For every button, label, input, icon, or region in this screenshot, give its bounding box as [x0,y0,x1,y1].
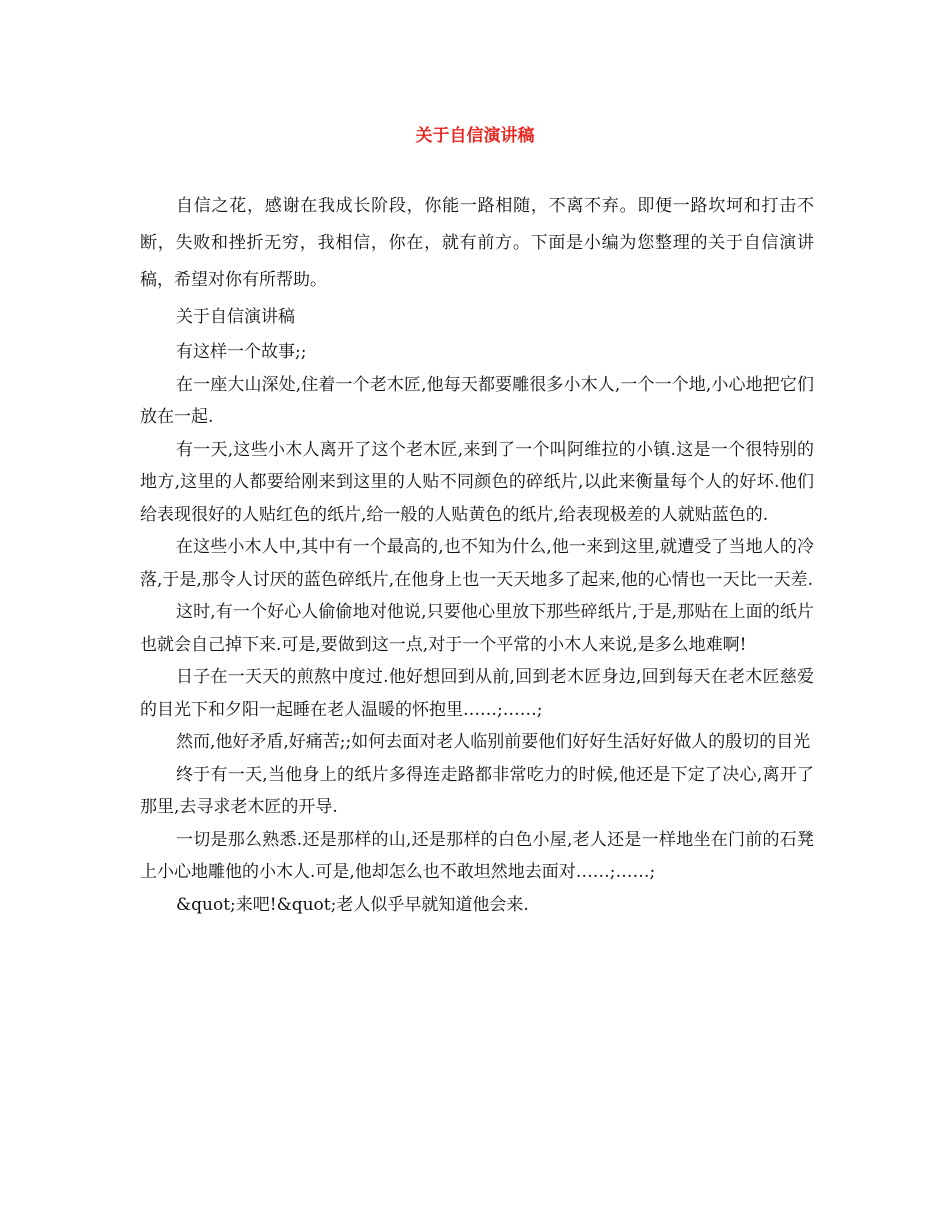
intro-paragraph: 自信之花，感谢在我成长阶段，你能一路相随，不离不弃。即便一路坎坷和打击不断，失败和挫折无穷，我相信，你在，就有前方。下面是小编为您整理的关于自信演讲稿，希望对你有所帮助。 [140,196,814,290]
document-body [140,188,814,921]
section-heading: 关于自信演讲稿 [176,307,295,327]
story-paragraph: &quot;来吧!&quot;老人似乎早就知道他会来. [176,894,529,915]
story-paragraph: 一切是那么熟悉.还是那样的山,还是那样的白色小屋,老人还是一样地坐在门前的石凳上小心地雕他的小木人.可是,他却怎么也不敢坦然地去面对……;……; [140,829,814,882]
story-paragraph: 在一座大山深处,住着一个老木匠,他每天都要雕很多小木人,一个一个地,小心地把它们放在一起. [140,374,814,427]
story-paragraph: 这时,有一个好心人偷偷地对他说,只要他心里放下那些碎纸片,于是,那贴在上面的纸片也就会自己掉下来.可是,要做到这一点,对于一个平常的小木人来说,是多么地难啊! [140,602,814,655]
story-paragraph: 在这些小木人中,其中有一个最高的,也不知为什么,他一来到这里,就遭受了当地人的冷落,于是,那令人讨厌的蓝色碎纸片,在他身上也一天天地多了起来,他的心情也一天比一天差. [140,537,814,590]
document-title: 关于自信演讲稿 [415,126,535,146]
story-paragraph: 有一天,这些小木人离开了这个老木匠,来到了一个叫阿维拉的小镇.这是一个很特别的地方,这里的人都要给刚来到这里的人贴不同颜色的碎纸片,以此来衡量每个人的好坏.他们给表现很好的人贴红色的纸片,给一般的人贴黄色的纸片,给表现极差的人就贴蓝色的. [140,439,814,525]
story-paragraph: 终于有一天,当他身上的纸片多得连走路都非常吃力的时候,他还是下定了决心,离开了那里,去寻求老木匠的开导. [140,764,814,817]
story-paragraph: 然而,他好矛盾,好痛苦;;如何去面对老人临别前要他们好好生活好好做人的殷切的目光 [176,732,811,752]
story-paragraph: 日子在一天天的煎熬中度过.他好想回到从前,回到老木匠身边,回到每天在老木匠慈爱的目光下和夕阳一起睡在老人温暖的怀抱里……;……; [140,667,814,720]
story-paragraph: 有这样一个故事;; [176,342,307,362]
